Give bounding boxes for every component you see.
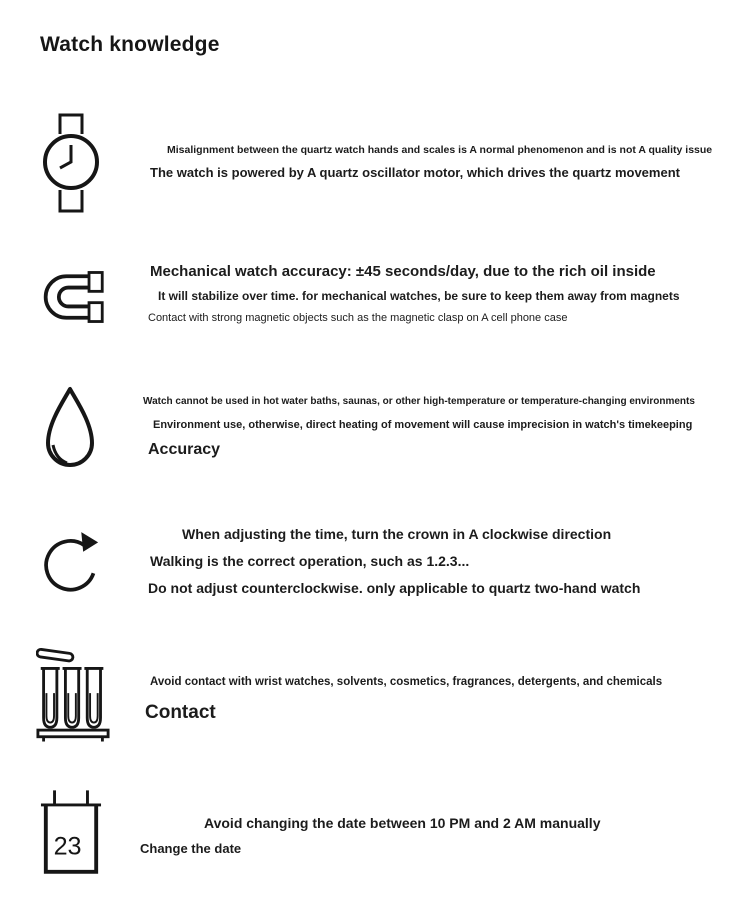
note-line: Environment use, otherwise, direct heating of movement will cause imprecision in watch's timekeeping (153, 418, 693, 431)
text-line: The watch is powered by A quartz oscillator motor, which drives the quartz movement (150, 165, 680, 181)
section-chemicals (0, 645, 750, 750)
calendar-date-text: 23 (53, 832, 82, 861)
page-title: Watch knowledge (40, 33, 220, 56)
text-line: Do not adjust counterclockwise. only applicable to quartz two-hand watch (148, 579, 641, 596)
section-crown-adjustment (0, 523, 750, 613)
section-date-change (0, 788, 750, 883)
subheading-change-date: Change the date (140, 840, 242, 856)
test-tubes-icon (36, 645, 110, 745)
magnet-icon (40, 268, 106, 326)
text-line: When adjusting the time, turn the crown in A clockwise direction (182, 526, 612, 542)
section-text (140, 143, 740, 189)
text-line: Walking is the correct operation, such as 1.2.3... (150, 552, 470, 569)
note-line: Watch cannot be used in hot water baths, saunas, or other high-temperature or temperature-changing environments (143, 396, 695, 407)
section-text (140, 814, 740, 864)
note-line: Contact with strong magnetic objects such as the magnetic clasp on A cell phone case (148, 312, 568, 325)
section-text (140, 675, 740, 732)
section-text (140, 395, 740, 468)
water-drop-icon (42, 385, 98, 475)
text-line: Mechanical watch accuracy: ±45 seconds/day, due to the rich oil inside (150, 263, 656, 280)
section-text (140, 525, 740, 605)
section-temperature (0, 385, 750, 485)
section-text (140, 262, 740, 333)
subheading-accuracy: Accuracy (148, 441, 221, 459)
text-line: It will stabilize over time. for mechanical watches, be sure to keep them away from magnets (158, 289, 680, 304)
note-line: Avoid contact with wrist watches, solvents, cosmetics, fragrances, detergents, and chemicals (150, 676, 663, 688)
quartz-watch-icon (42, 112, 100, 214)
subheading-contact: Contact (145, 701, 216, 723)
rotate-clockwise-icon (42, 527, 100, 597)
text-line: Avoid changing the date between 10 PM and 2 AM manually (204, 815, 601, 831)
calendar-icon (40, 790, 102, 876)
section-magnetism (0, 262, 750, 352)
section-quartz-movement (0, 112, 750, 232)
note-line: Misalignment between the quartz watch hands and scales is A normal phenomenon and is not A quality issue (167, 144, 713, 156)
